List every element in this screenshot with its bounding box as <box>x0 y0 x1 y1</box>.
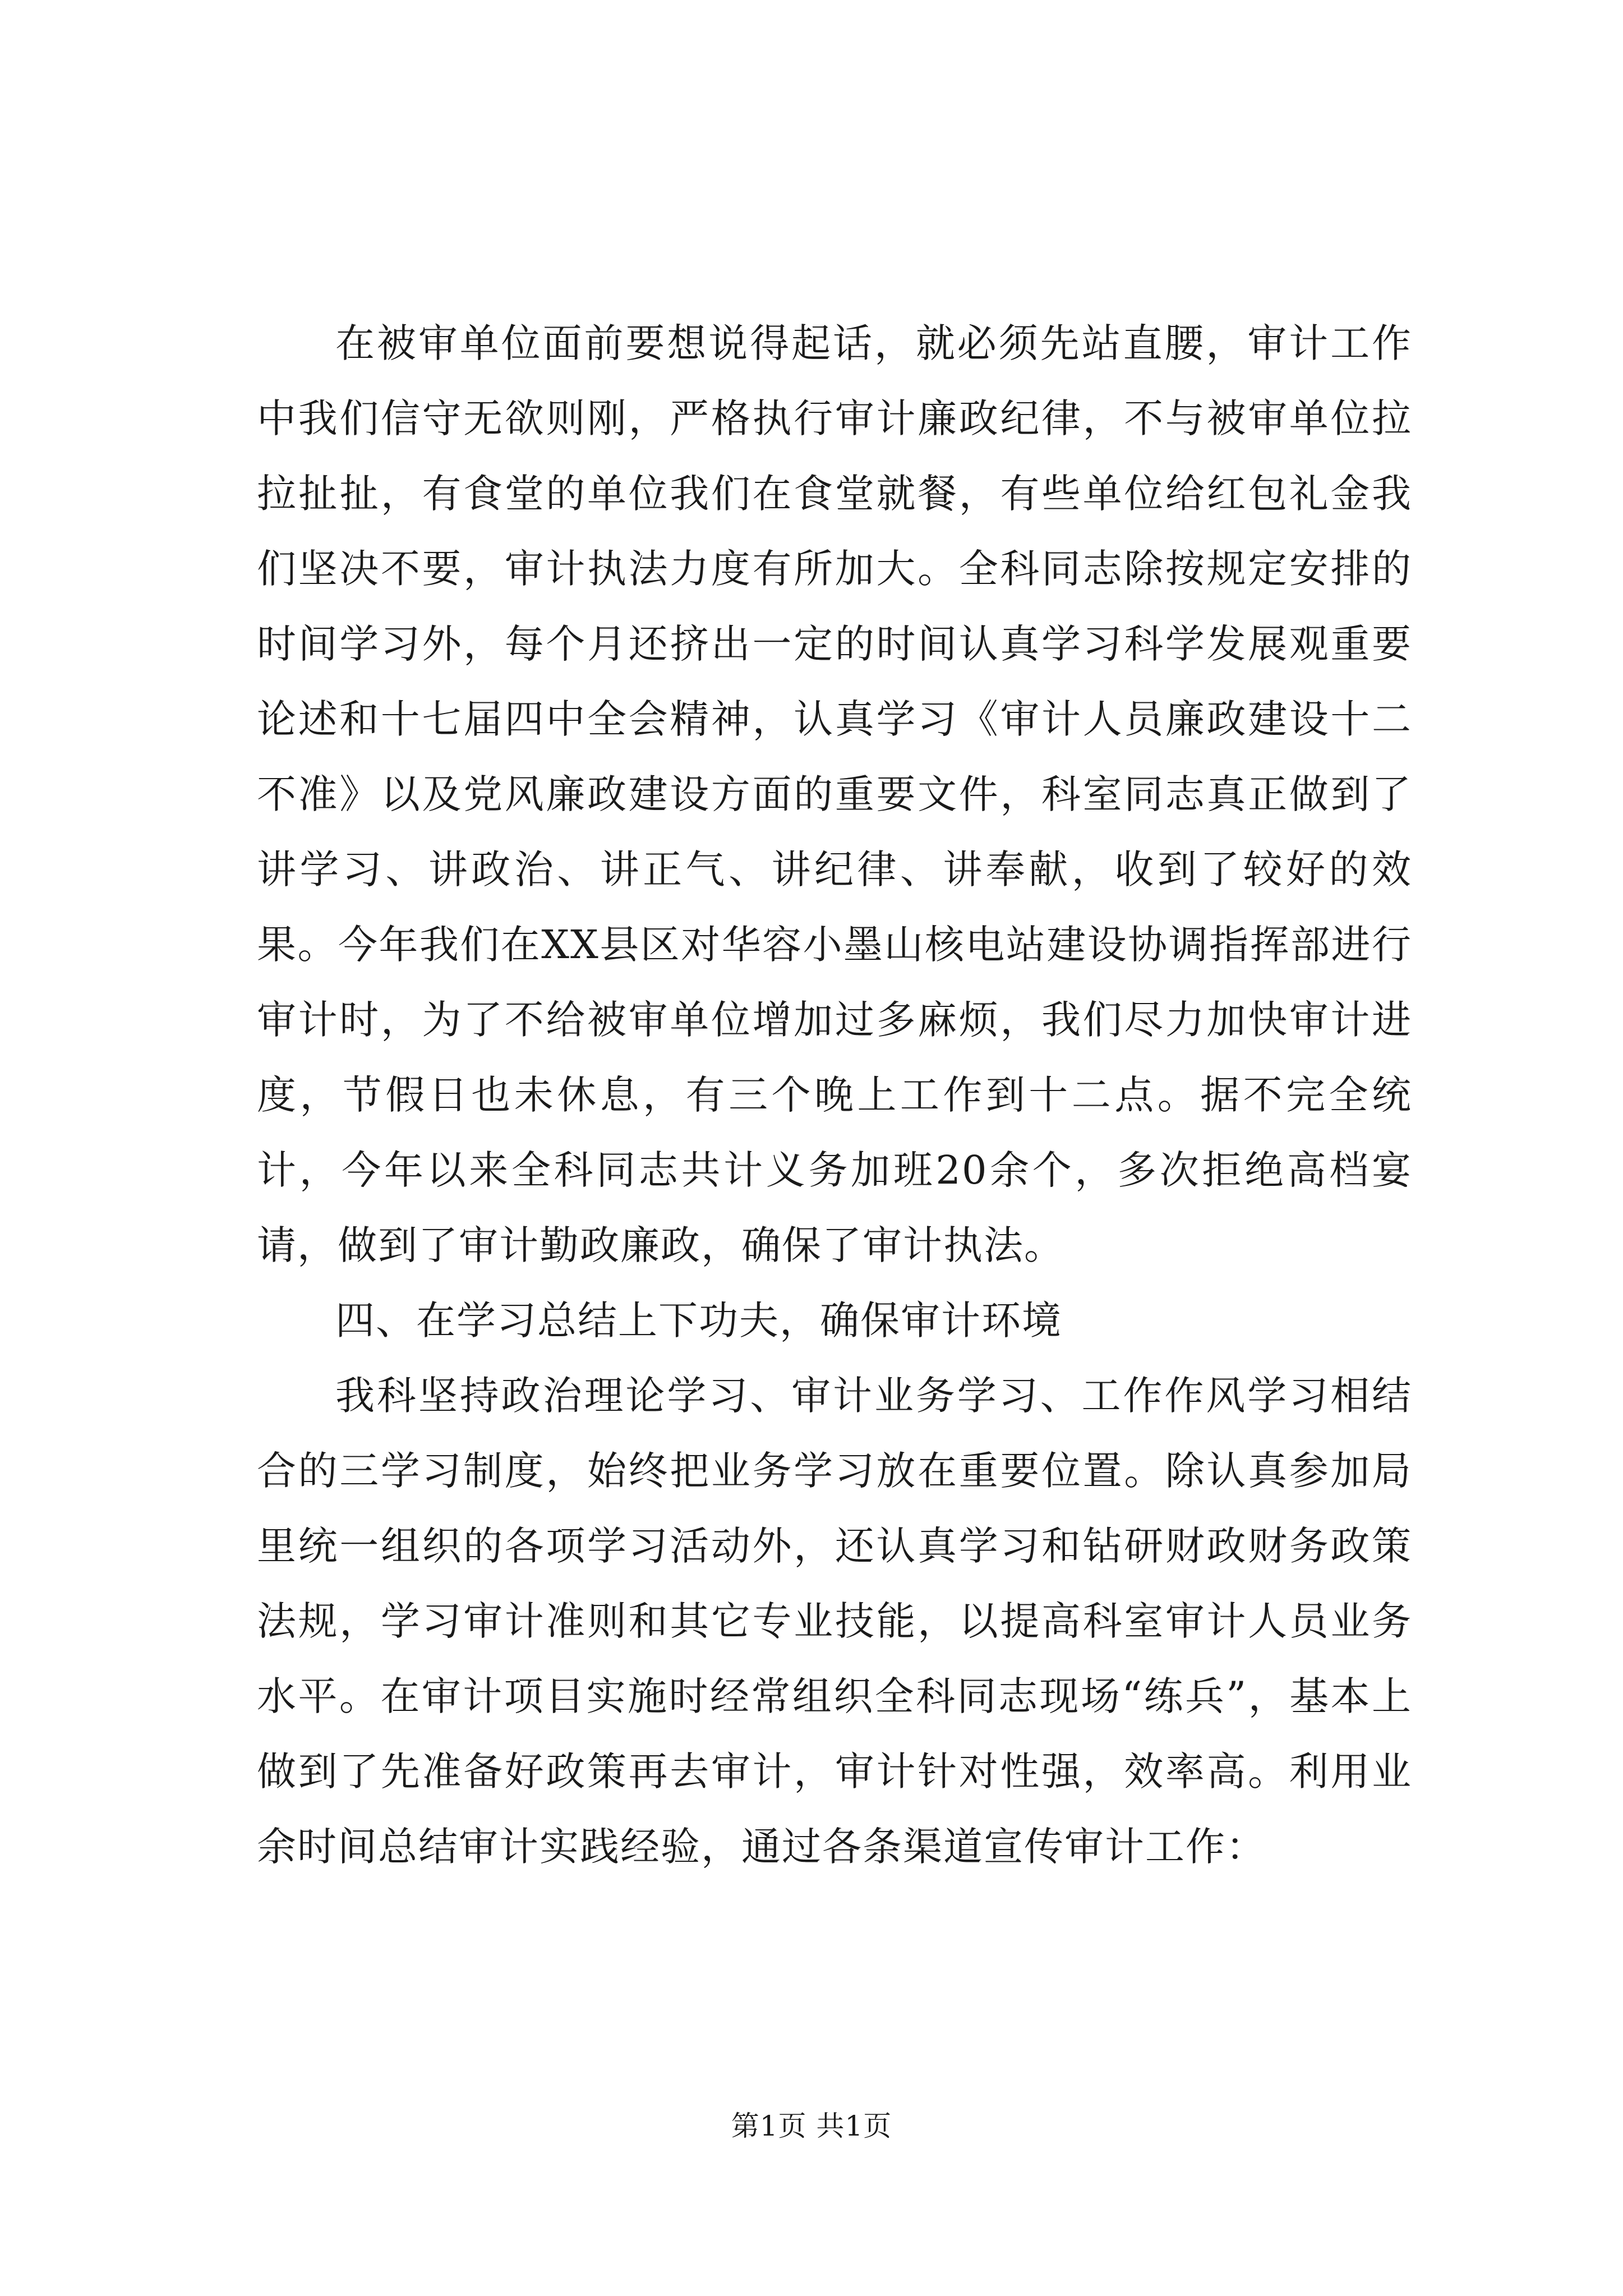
paragraph-study: 我科坚持政治理论学习、审计业务学习、工作作风学习相结合的三学习制度，始终把业务学习放在重要位置。除认真参加局里统一组织的各项学习活动外，还认真学习和钻研财政财务政策法规，学习审计准则和其它专业技能，以提高科室审计人员业务水平。在审计项目实施时经常组织全科同志现场“练兵”，基本上做到了先准备好政策再去审计，审计针对性强，效率高。利用业余时间总结审计实践经验，通过各条渠道宣传审计工作： <box>257 1373 1412 1870</box>
section-heading-four: 四、在学习总结上下功夫，确保审计环境 <box>335 1297 1062 1343</box>
page-footer: 第1页 共1页 <box>731 2110 892 2142</box>
document-body <box>257 306 1412 1884</box>
paragraph-integrity: 在被审单位面前要想说得起话，就必须先站直腰，审计工作中我们信守无欲则刚，严格执行审计廉政纪律，不与被审单位拉拉扯扯，有食堂的单位我们在食堂就餐，有些单位给红包礼金我们坚决不要，审计执法力度有所加大。全科同志除按规定安排的时间学习外，每个月还挤出一定的时间认真学习科学发展观重要论述和十七届四中全会精神，认真学习《审计人员廉政建设十二不准》以及党风廉政建设方面的重要文件，科室同志真正做到了讲学习、讲政治、讲正气、讲纪律、讲奉献，收到了较好的效果。今年我们在XX县区对华容小墨山核电站建设协调指挥部进行审计时，为了不给被审单位增加过多麻烦，我们尽力加快审计进度，节假日也未休息，有三个晚上工作到十二点。据不完全统计，今年以来全科同志共计义务加班20余个，多次拒绝高档宴请，做到了审计勤政廉政，确保了审计执法。 <box>257 320 1412 1268</box>
